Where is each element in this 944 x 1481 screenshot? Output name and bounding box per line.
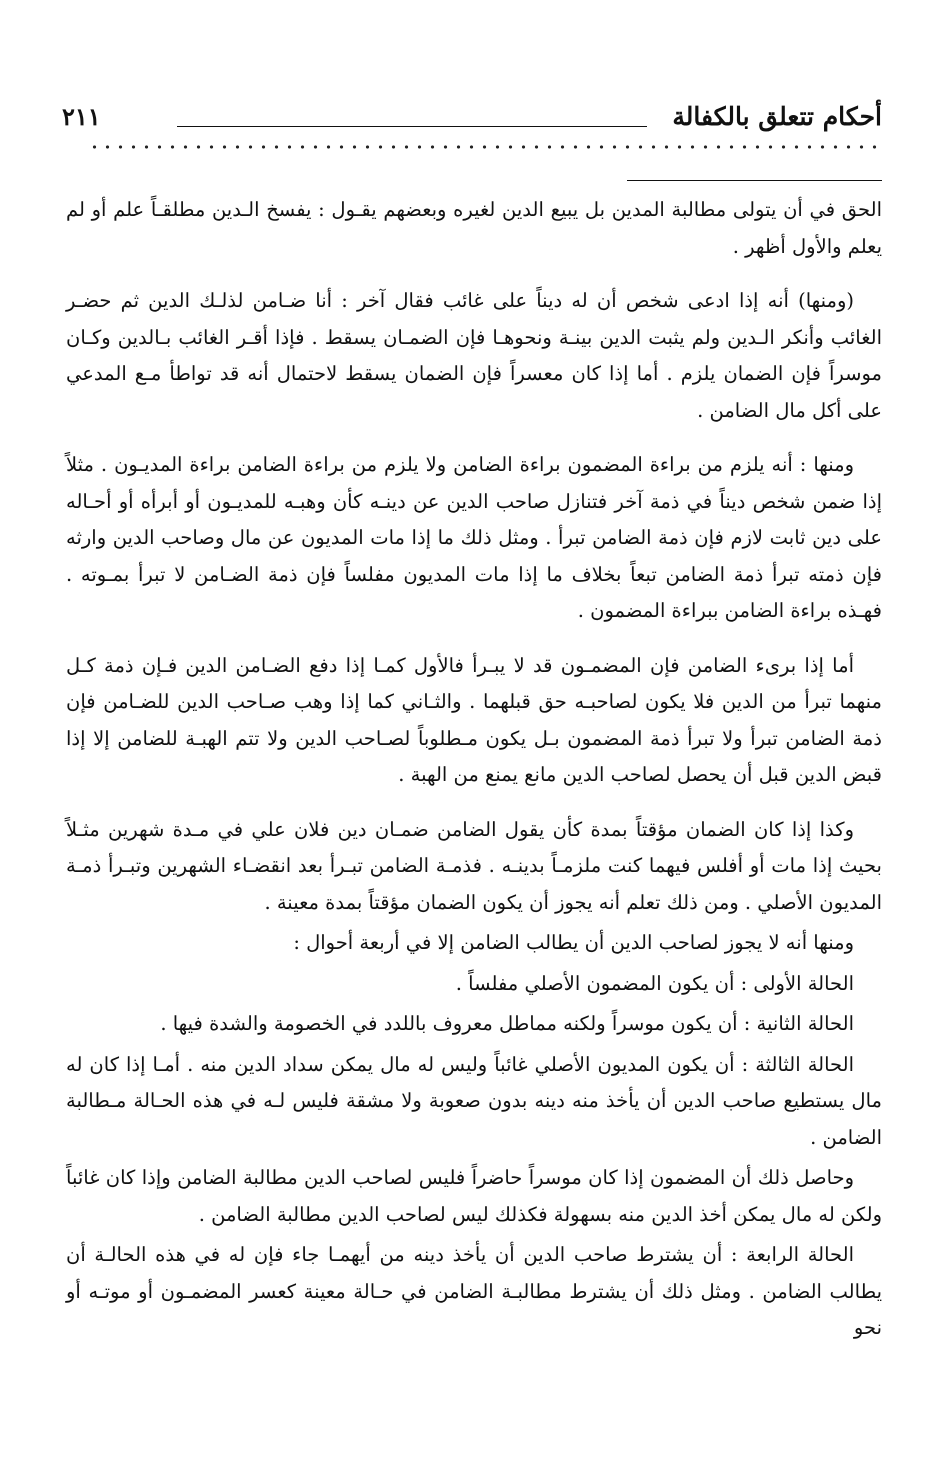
paragraph: وكذا إذا كان الضمان مؤقتاً بمدة كأن يقول الضامن ضمـان دين فلان علي في مـدة شهرين مثـلاً بحيث إذا مات أو أفلس فيهما كنت ملزمـاً بدينـه . فذمـة الضامن تبـرأ بعد انقضـاء الشهرين وتبـرأ ذمـة المديون الأصلي . ومن ذلك تعلم أنه يجوز أن يكون الضمان مؤقتاً بمدة معينة . [66,817,882,914]
paragraph: الحالة الثالثة : أن يكون المديون الأصلي غائباً وليس له مال يمكن سداد الدين منه . أمـا إذا كان له مال يستطيع صاحب الدين أن يأخذ منه دينه بدون صعوبة ولا مشقة فليس لـه في هذه الحـالة مـطالبة الضامن . [66,1052,882,1149]
paragraph: الحق في أن يتولى مطالبة المدين بل يبيع الدين لغيره وبعضهم يقـول : يفسخ الـدين مطلقـاً علم أو لم يعلم والأول أظهر . [66,198,882,258]
paragraph: الحالة الثانية : أن يكون موسراً ولكنه مماطل معروف باللدد في الخصومة والشدة فيها . [160,1012,854,1035]
page-body [66,192,882,1351]
paragraph: أما إذا برىء الضامن فإن المضمـون قد لا يبـرأ فالأول كمـا إذا دفع الضـامن الدين فـإن ذمة كـل منهما تبرأ من الدين فلا يكون لصاحبـه حق قبلهما . والثـاني كما إذا وهب صـاحب الدين للضـامن فإن ذمة الضامن تبرأ ولا تبرأ ذمة المضمون بـل يكون مـطلوباً لصـاحب الدين ولا تتم الهبـة للضامن إلا إذا قبض الدين قبل أن يحصل لصاحب الدين مانع يمنع من الهبة . [66,653,882,786]
paragraph: الحالة الرابعة : أن يشترط صاحب الدين أن يأخذ دينه من أيهمـا جاء فإن له في هذه الحالـة أن يطالب الضامن . ومثل ذلك أن يشترط مطالبـة الضامن في حـالة معينة كعسر المضمـون أو موتـه أو نحو [66,1243,882,1339]
paragraph: (ومنها) أنه إذا ادعى شخص أن له ديناً على غائب فقال آخر : أنا ضـامن لذلـك الدين ثم حضـر الغائب وأنكر الـدين ولم يثبت الدين بينـة ونحوهـا فإن الضمـان يسقط . فإذا أقـر الغائب بـالدين وكـان موسراً فإن الضمان يلزم . أما إذا كان معسراً فإن الضمان يسقط لاحتمال أنه قد تواطأ مـع المدعي على أكل مال الضامن . [66,289,882,422]
page-number: ٢١١ [62,102,101,131]
paragraph: الحالة الأولى : أن يكون المضمون الأصلي مفلساً . [455,971,854,995]
header-title: أحكام تتعلق بالكفالة [672,102,882,131]
paragraph: ومنها : أنه يلزم من براءة المضمون براءة الضامن ولا يلزم من براءة الضامن براءة المديـون . مثلاً إذا ضمن شخص ديناً في ذمة آخر فتنازل صاحب الدين عن دينـه كأن وهبـه للمديـون أو أبرأه أو أحـاله على دين ثابت لازم فإن ذمة الضامن تبرأ . ومثل ذلك ما إذا مات المديون عن مال وصاحب الدين وارثه فإن ذمته تبرأ ذمة الضامن تبعاً بخلاف ما إذا مات المديون مفلساً فإن ذمة الضـامن لا تبرأ بمـوته . فهـذه براءة الضامن ببراءة المضمون . [66,453,882,622]
running-header [62,100,882,144]
paragraph: وحاصل ذلك أن المضمون إذا كان موسراً حاضراً فليس لصاحب الدين مطالبة الضامن وإذا كان غائباً ولكن له مال يمكن أخذ الدين منه بسهولة فكذلك ليس لصاحب الدين مطالبة الضامن . [66,1166,882,1226]
dotted-separator [88,143,878,151]
footnote-rule [627,180,882,181]
paragraph: ومنها أنه لا يجوز لصاحب الدين أن يطالب الضامن إلا في أربعة أحوال : [293,931,854,954]
header-rule [177,126,647,127]
